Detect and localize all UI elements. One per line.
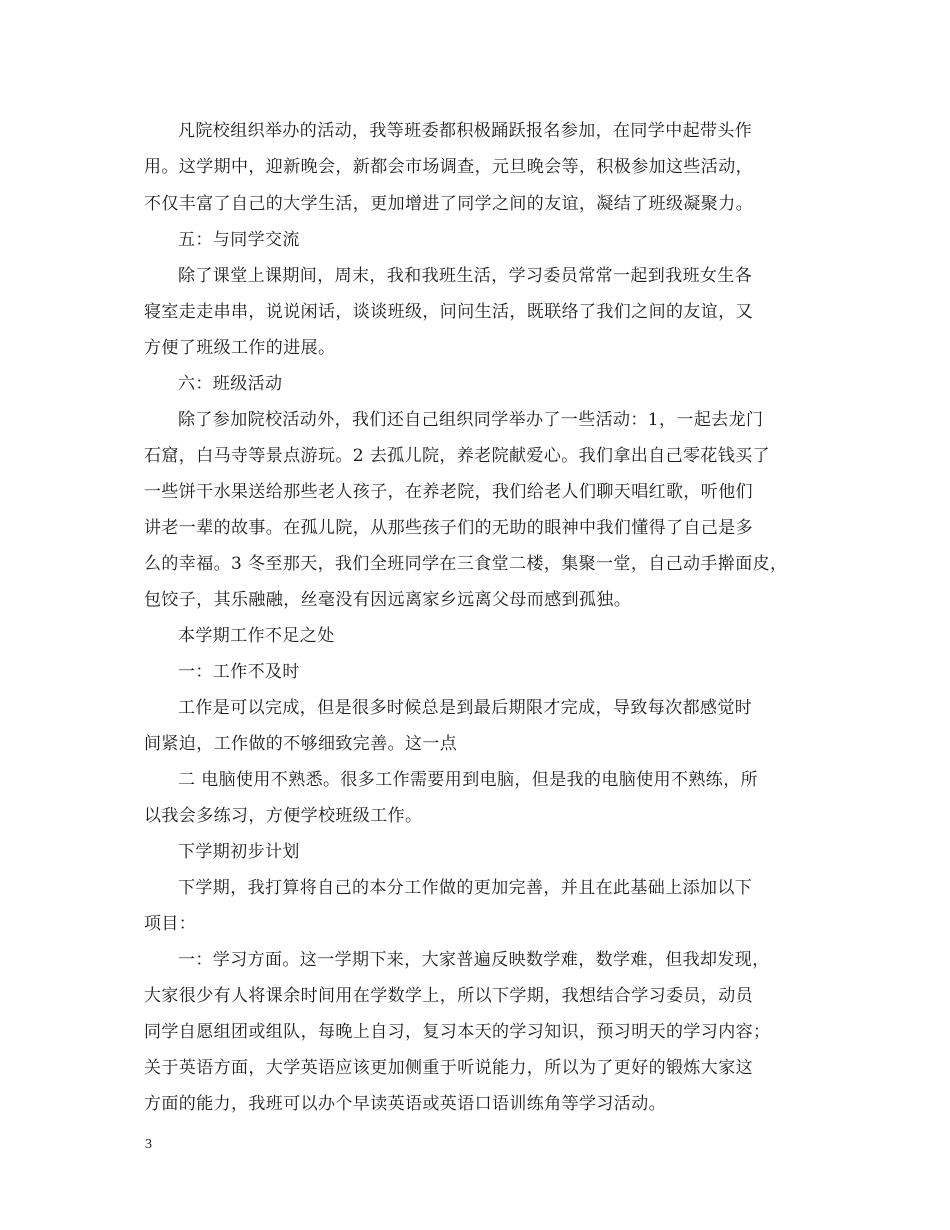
paragraph-line: 间紧迫，工作做的不够细致完善。这一点 [144, 734, 458, 754]
paragraph-line: 么的幸福。3 冬至那天，我们全班同学在三食堂二楼，集聚一堂，自己动手擀面皮， [144, 554, 788, 574]
paragraph-line: 下学期，我打算将自己的本分工作做的更加完善，并且在此基础上添加以下 [178, 878, 753, 898]
section-heading: 下学期初步计划 [178, 842, 300, 862]
section-heading: 本学期工作不足之处 [178, 626, 335, 646]
paragraph-line: 关于英语方面，大学英语应该更加侧重于听说能力，所以为了更好的锻炼大家这 [144, 1058, 753, 1078]
paragraph-line: 石窟，白马寺等景点游玩。2 去孤儿院，养老院献爱心。我们拿出自己零花钱买了 [144, 446, 771, 466]
paragraph-line: 二 电脑使用不熟悉。很多工作需要用到电脑，但是我的电脑使用不熟练，所 [178, 770, 759, 790]
paragraph-line: 除了课堂上课期间，周末，我和我班生活，学习委员常常一起到我班女生各 [178, 266, 753, 286]
paragraph-line: 项目： [144, 914, 197, 934]
paragraph-line: 包饺子，其乐融融，丝毫没有因远离家乡远离父母而感到孤独。 [144, 590, 632, 610]
section-heading: 六：班级活动 [178, 374, 283, 394]
paragraph-line: 方便了班级工作的进展。 [144, 338, 336, 358]
paragraph-line: 一些饼干水果送给那些老人孩子，在养老院，我们给老人们聊天唱红歌，听他们 [144, 482, 753, 502]
paragraph-line: 方面的能力，我班可以办个早读英语或英语口语训练角等学习活动。 [144, 1094, 666, 1114]
paragraph-line: 一：学习方面。这一学期下来，大家普遍反映数学难，数学难，但我却发现， [178, 950, 770, 970]
paragraph-line: 同学自愿组团或组队，每晚上自习，复习本天的学习知识，预习明天的学习内容； [144, 1022, 771, 1042]
page-number: 3 [145, 1137, 152, 1152]
paragraph-line: 凡院校组织举办的活动，我等班委都积极踊跃报名参加，在同学中起带头作 [178, 121, 753, 141]
paragraph-line: 以我会多练习，方便学校班级工作。 [144, 806, 423, 826]
paragraph-line: 寝室走走串串，说说闲话，谈谈班级，问问生活，既联络了我们之间的友谊，又 [144, 302, 753, 322]
paragraph-line: 除了参加院校活动外，我们还自己组织同学举办了一些活动：1，一起去龙门 [178, 410, 764, 430]
paragraph-line: 不仅丰富了自己的大学生活，更加增进了同学之间的友谊，凝结了班级凝聚力。 [144, 194, 753, 214]
paragraph-line: 大家很少有人将课余时间用在学数学上，所以下学期，我想结合学习委员，动员 [144, 986, 753, 1006]
paragraph-line: 用。这学期中，迎新晚会，新都会市场调查，元旦晚会等，积极参加这些活动， [144, 157, 753, 177]
section-heading: 一：工作不及时 [178, 662, 300, 682]
paragraph-line: 工作是可以完成，但是很多时候总是到最后期限才完成，导致每次都感觉时 [178, 698, 753, 718]
paragraph-line: 讲老一辈的故事。在孤儿院，从那些孩子们的无助的眼神中我们懂得了自己是多 [144, 518, 753, 538]
section-heading: 五：与同学交流 [178, 230, 300, 250]
